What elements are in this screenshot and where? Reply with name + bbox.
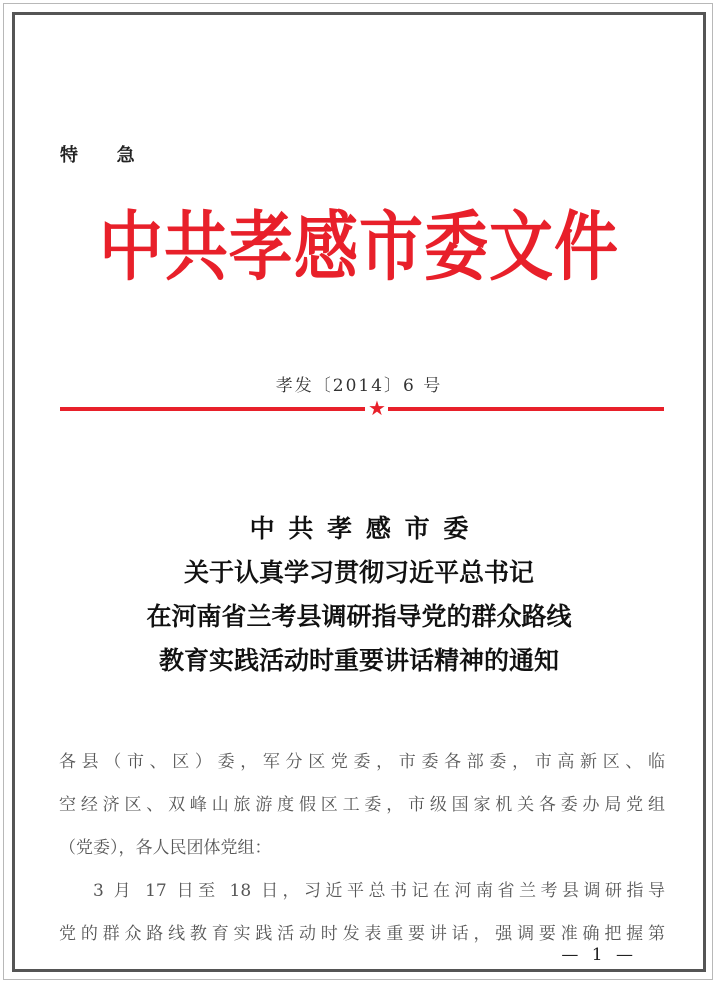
- document-masthead: 中共孝感市委文件: [99, 204, 619, 292]
- document-title: [15, 507, 703, 683]
- document-page: [12, 12, 706, 972]
- star-icon: ★: [368, 396, 386, 420]
- page-number: — 1 —: [561, 945, 637, 965]
- title-line-4: 教育实践活动时重要讲话精神的通知: [158, 646, 559, 675]
- paragraph-1-line-1: 3 月 17 日至 18 日，习近平总书记在河南省兰考县调研指导: [93, 881, 665, 901]
- document-number: 孝发〔2014〕6 号: [275, 376, 443, 396]
- document-body: [59, 741, 665, 956]
- paragraph-1-line-2: 党的群众路线教育实践活动时发表重要讲话，强调要准确把握第: [59, 924, 665, 944]
- urgency-label: 特 急: [60, 145, 151, 166]
- recipients-line-1: 各县（市、区）委，军分区党委，市委各部委，市高新区、临: [59, 752, 665, 772]
- red-divider-left: [60, 407, 365, 411]
- title-line-2: 关于认真学习贯彻习近平总书记: [183, 558, 534, 587]
- recipients-line-2: 空经济区、双峰山旅游度假区工委，市级国家机关各委办局党组: [59, 795, 665, 815]
- red-divider-right: [388, 407, 664, 411]
- title-line-3: 在河南省兰考县调研指导党的群众路线: [146, 602, 572, 631]
- recipients-line-3: （党委），各人民团体党组：: [59, 838, 272, 858]
- title-line-1: 中共孝感市委: [249, 514, 483, 543]
